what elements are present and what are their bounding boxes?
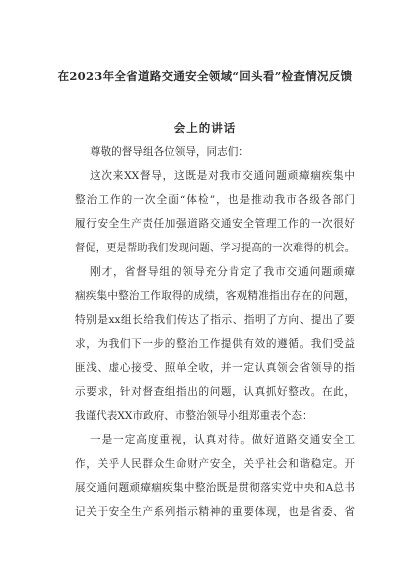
body-line: 我谨代表XX市政府、市整治领导小组郑重表个态： [75, 410, 313, 422]
body-line: 求，为我们下一步的整治工作提供有效的遵循。我们受益 [75, 338, 355, 350]
body-line: 痼疾集中整治工作取得的成绩，客观精准指出存在的问题， [75, 290, 355, 302]
body-line: 督促，更是帮助我们发现问题、学习提高的一次难得的机会。 [75, 242, 355, 254]
body-line: 示要求，针对督查组指出的问题，认真抓好整改。在此， [75, 386, 355, 398]
document-subtitle: 会上的讲话 [173, 121, 237, 135]
body-line: 匪浅、虚心接受、照单全收，并一定认真领会省领导的指 [75, 362, 355, 374]
body-line: 履行安全生产责任加强道路交通安全管理工作的一次很好 [75, 218, 355, 230]
document-title: 在2023年全省道路交通安全领域“回头看”检查情况反馈 [57, 69, 353, 83]
body-line: 这次来XX督导，这既是对我市交通问题顽瘴痼疾集中 [90, 170, 355, 182]
salutation: 尊敬的督导组各位领导，同志们： [90, 146, 249, 158]
body-line: 展交通问题顽瘴痼疾集中整治既是贯彻落实党中央和A总书 [75, 482, 355, 494]
body-line: 一是一定高度重视，认真对待。做好道路交通安全工 [90, 434, 355, 446]
body-line: 记关于安全生产系列指示精神的重要体现，也是省委、省 [75, 506, 355, 518]
body-line: 特别是xx组长给我们传达了指示、指明了方向、提出了要 [75, 314, 355, 326]
body-line: 作，关乎人民群众生命财产安全，关乎社会和谐稳定。开 [75, 458, 355, 470]
body-line: 刚才，省督导组的领导充分肯定了我市交通问题顽瘴 [90, 266, 355, 278]
body-line: 整治工作的一次全面“体检”，也是推动我市各级各部门 [75, 194, 355, 206]
